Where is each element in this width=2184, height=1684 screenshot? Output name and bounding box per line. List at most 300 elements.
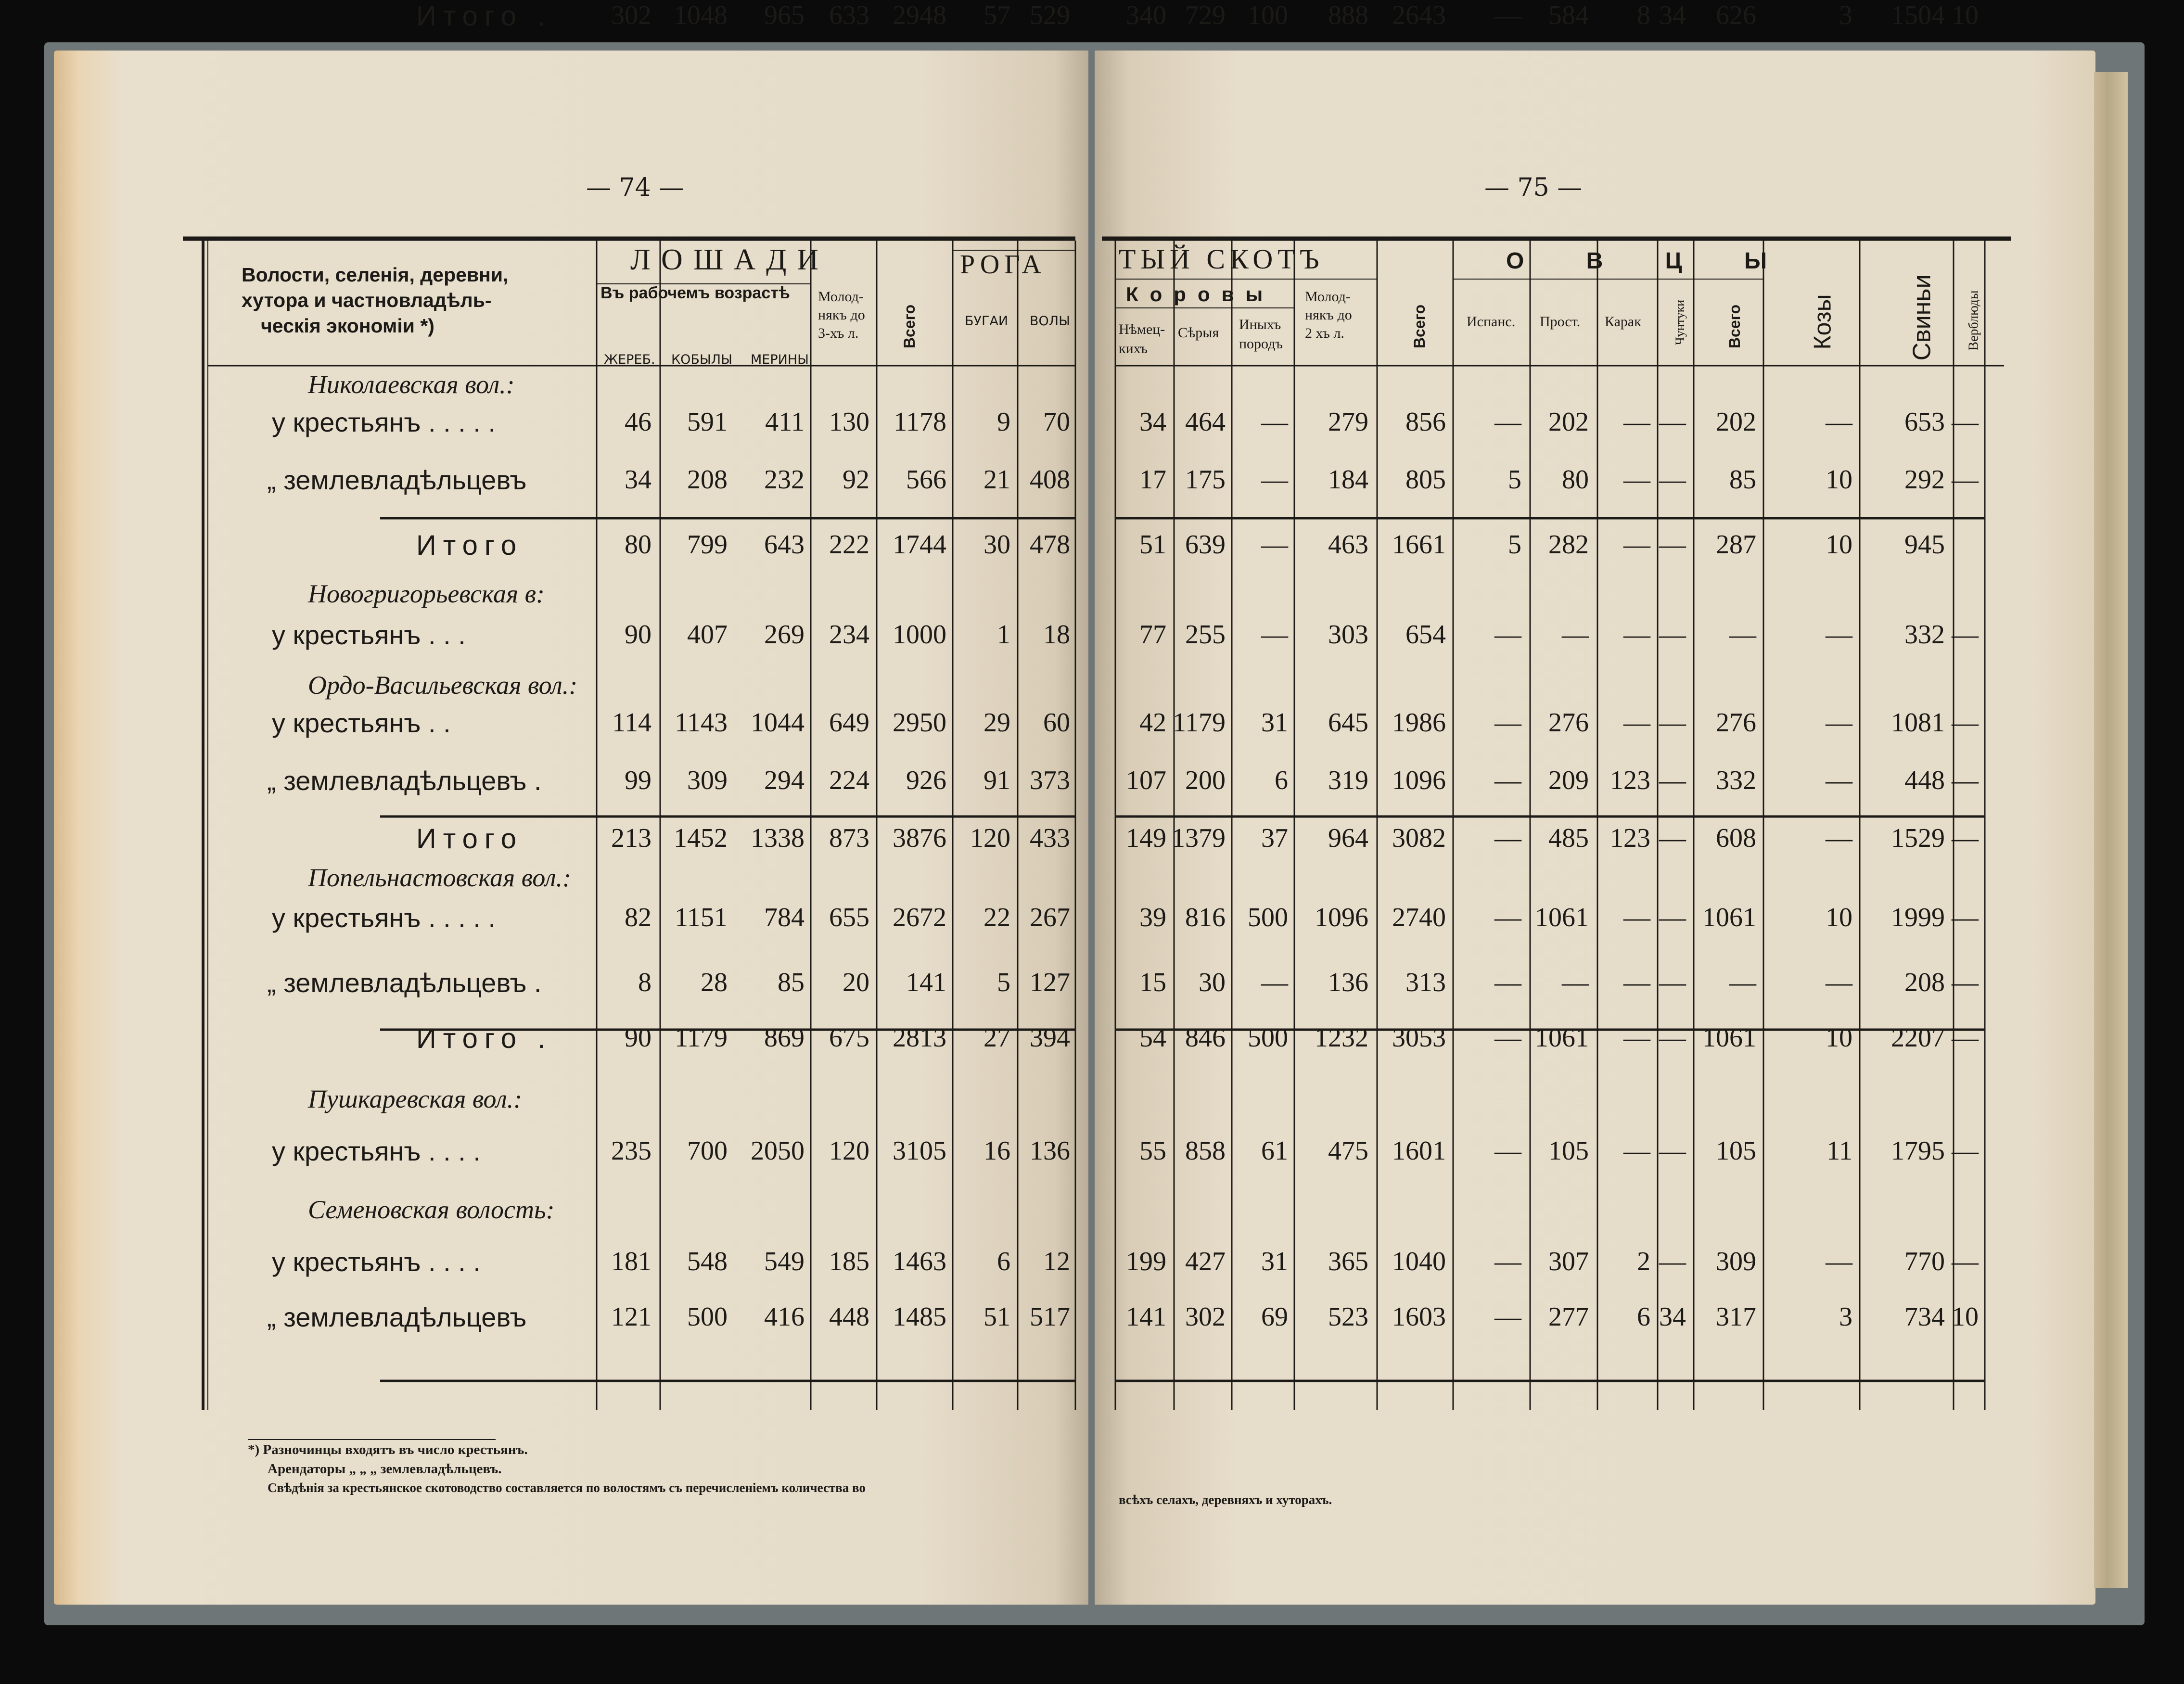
horses-header: ЛОШАДИ: [630, 243, 830, 276]
cell-right: 5: [1508, 465, 1521, 495]
col-vsego-cattle: Всего: [1411, 304, 1429, 349]
peasants-row-label: у крестьянъ . . .: [272, 620, 466, 650]
cell-left: 416: [764, 1302, 805, 1332]
cell-right: 276: [1548, 708, 1589, 738]
cell-right: 1232: [1315, 1023, 1368, 1053]
cell-right: 303: [1328, 620, 1368, 650]
cell-right: 2740: [1392, 903, 1446, 932]
cows-header: Коровы: [1126, 283, 1275, 306]
cell-right: —: [1826, 968, 1852, 997]
cell-right: 105: [1548, 1136, 1589, 1166]
cell-right: 317: [1716, 1302, 1756, 1332]
cell-right: 1661: [1392, 530, 1446, 560]
cell-right: 500: [1248, 903, 1288, 932]
col-kobyly: КОБЫЛЫ: [671, 352, 732, 367]
cell-right: —: [1952, 407, 1979, 437]
stub-header-line: ческія экономіи *): [261, 315, 434, 337]
cell-left: 28: [701, 968, 728, 997]
cell-right: 332: [1904, 620, 1945, 650]
cell-right: 1179: [1173, 708, 1226, 738]
cell-right: 805: [1405, 465, 1446, 495]
cell-right: 8: [1637, 0, 1650, 30]
cell-right: 464: [1185, 407, 1226, 437]
cell-left: 222: [829, 530, 869, 560]
landowners-row-label: „ землевладѣльцевъ: [267, 465, 527, 495]
col-inyh: Иныхъ: [1239, 317, 1281, 332]
landowners-row-label: „ землевладѣльцевъ .: [267, 765, 542, 796]
cell-left: 2813: [893, 1023, 946, 1053]
cell-right: 1601: [1392, 1136, 1446, 1166]
cell-left: 1338: [751, 823, 805, 853]
cell-left: 1485: [893, 1302, 946, 1332]
cell-left: 529: [1030, 0, 1070, 30]
cell-right: 340: [1126, 0, 1166, 30]
cell-right: 6: [1275, 765, 1288, 795]
cell-right: 149: [1126, 823, 1166, 853]
cell-right: 523: [1328, 1302, 1368, 1332]
cell-right: 292: [1904, 465, 1945, 495]
cell-left: 517: [1030, 1302, 1070, 1332]
col-verblyudy: Верблюды: [1966, 290, 1981, 351]
cell-right: 31: [1261, 708, 1288, 738]
cell-right: —: [1952, 1136, 1979, 1166]
cell-right: —: [1494, 1136, 1521, 1166]
cell-right: 309: [1716, 1247, 1756, 1276]
col-meriny: МЕРИНЫ: [751, 352, 809, 367]
cell-right: 448: [1904, 765, 1945, 795]
cell-right: 85: [1729, 465, 1756, 495]
col-kozy: Козы: [1809, 294, 1836, 350]
col-zhereb: ЖЕРЕБ.: [604, 352, 655, 367]
cell-left: 8: [638, 968, 651, 997]
cell-right: —: [1826, 407, 1852, 437]
cell-left: 185: [829, 1247, 869, 1276]
cell-left: 2950: [893, 708, 946, 738]
cell-right: 846: [1185, 1023, 1226, 1053]
cell-right: 584: [1548, 0, 1589, 30]
cell-right: 1061: [1702, 1023, 1756, 1053]
cell-right: 1795: [1891, 1136, 1945, 1166]
section-title: Семеновская волость:: [308, 1195, 555, 1224]
horned-header-right: ТЫЙ СКОТЪ: [1119, 243, 1324, 275]
cell-left: 1048: [674, 0, 728, 30]
cell-left: 20: [843, 968, 869, 997]
cell-right: 2: [1637, 1247, 1650, 1276]
horned-header-left: РОГА: [960, 250, 1046, 280]
cell-right: 31: [1261, 1247, 1288, 1276]
cell-right: 123: [1610, 823, 1650, 853]
cell-left: 29: [983, 708, 1010, 738]
cell-right: 3082: [1392, 823, 1446, 853]
cell-right: 10: [1826, 903, 1852, 932]
cell-left: 70: [1043, 407, 1070, 437]
cell-right: 1061: [1702, 903, 1756, 932]
cell-left: 1151: [675, 903, 728, 932]
cell-left: 130: [829, 407, 869, 437]
cell-right: —: [1494, 708, 1521, 738]
cell-right: —: [1562, 968, 1589, 997]
peasants-row-label: у крестьянъ . . . . .: [272, 903, 496, 933]
cell-right: 11: [1826, 1136, 1852, 1166]
cell-right: 365: [1328, 1247, 1368, 1276]
cell-right: —: [1659, 530, 1686, 560]
cell-right: 3053: [1392, 1023, 1446, 1053]
sheep-header: О В Ц Ы: [1506, 248, 1795, 274]
cell-left: 294: [764, 765, 805, 795]
cell-left: 57: [983, 0, 1010, 30]
cell-right: 3: [1839, 1302, 1852, 1332]
cell-left: 633: [829, 0, 869, 30]
cell-left: 22: [983, 903, 1010, 932]
cell-left: 433: [1030, 823, 1070, 853]
cell-left: 478: [1030, 530, 1070, 560]
cell-right: —: [1659, 708, 1686, 738]
cell-right: 282: [1548, 530, 1589, 560]
cell-right: 856: [1405, 407, 1446, 437]
cell-left: 407: [687, 620, 728, 650]
cell-right: 1061: [1535, 903, 1589, 932]
cell-left: 120: [970, 823, 1010, 853]
cell-right: —: [1826, 708, 1852, 738]
cell-left: 27: [983, 1023, 1010, 1053]
cell-right: 1986: [1392, 708, 1446, 738]
cell-left: 1044: [751, 708, 805, 738]
cell-right: 105: [1716, 1136, 1756, 1166]
col-ispan: Испанс.: [1467, 314, 1516, 330]
cell-right: 42: [1139, 708, 1166, 738]
cell-left: 208: [687, 465, 728, 495]
cell-right: 208: [1904, 968, 1945, 997]
cell-right: 500: [1248, 1023, 1288, 1053]
cell-right: —: [1623, 620, 1650, 650]
cell-right: —: [1659, 407, 1686, 437]
cell-right: —: [1952, 465, 1979, 495]
cell-left: 873: [829, 823, 869, 853]
cell-right: —: [1729, 620, 1756, 650]
cell-right: 654: [1405, 620, 1446, 650]
cell-right: 964: [1328, 823, 1368, 853]
col-bugai: БУГАИ: [965, 314, 1009, 329]
cell-right: —: [1659, 465, 1686, 495]
cell-left: 2948: [893, 0, 946, 30]
cell-right: 10: [1952, 1302, 1979, 1332]
landowners-row-label: „ землевладѣльцевъ .: [267, 968, 542, 998]
cell-left: 267: [1030, 903, 1070, 932]
cell-left: 566: [906, 465, 946, 495]
cell-right: —: [1659, 620, 1686, 650]
cell-right: 319: [1328, 765, 1368, 795]
col-voly: ВОЛЫ: [1030, 314, 1070, 329]
cell-left: 120: [829, 1136, 869, 1166]
cell-right: —: [1494, 903, 1521, 932]
col-molod-horses: 3-хъ л.: [818, 325, 859, 341]
page-number-right: — 75 —: [1484, 173, 1583, 202]
col-chuntuki: Чунтуки: [1673, 299, 1687, 345]
col-svini: Свиньи: [1908, 274, 1936, 361]
cell-right: —: [1261, 968, 1288, 997]
cell-left: 1178: [894, 407, 946, 437]
section-title: Попельнастовская вол.:: [308, 863, 572, 892]
cell-right: 313: [1405, 968, 1446, 997]
section-title: Новогригорьевская в:: [308, 579, 545, 608]
cell-right: —: [1623, 530, 1650, 560]
cell-left: 234: [829, 620, 869, 650]
peasants-row-label: у крестьянъ . .: [272, 708, 451, 738]
cell-left: 34: [625, 465, 651, 495]
peasants-row-label: у крестьянъ . . . .: [272, 1247, 481, 1277]
cell-right: 202: [1716, 407, 1756, 437]
cell-left: 232: [764, 465, 805, 495]
cell-left: 91: [983, 765, 1010, 795]
cell-left: 6: [997, 1247, 1010, 1276]
col-molod-cattle: Молод-: [1305, 289, 1351, 305]
cell-left: 548: [687, 1247, 728, 1276]
cell-left: 655: [829, 903, 869, 932]
cell-right: 136: [1328, 968, 1368, 997]
cell-left: 1000: [893, 620, 946, 650]
cell-right: —: [1623, 903, 1650, 932]
cell-right: —: [1562, 620, 1589, 650]
col-molod-cattle: 2 хъ л.: [1305, 325, 1344, 341]
total-label: Итого: [416, 823, 523, 855]
cell-right: —: [1261, 465, 1288, 495]
cell-left: 121: [611, 1302, 651, 1332]
cell-right: 202: [1548, 407, 1589, 437]
stub-header-line: Волости, селенія, деревни,: [242, 264, 509, 286]
cell-left: 82: [625, 903, 651, 932]
landowners-row-label: „ землевладѣльцевъ: [267, 1302, 527, 1332]
col-karak: Карак: [1605, 314, 1641, 330]
col-nemetskih: Нѣмец-: [1119, 321, 1165, 337]
cell-right: 209: [1548, 765, 1589, 795]
cell-right: 729: [1185, 0, 1226, 30]
cell-right: 54: [1139, 1023, 1166, 1053]
cell-right: 2207: [1891, 1023, 1945, 1053]
col-vsego-sheep: Всего: [1726, 304, 1744, 349]
cell-right: 39: [1139, 903, 1166, 932]
cell-left: 224: [829, 765, 869, 795]
page-number-left: — 74 —: [586, 173, 684, 202]
cell-right: 1040: [1392, 1247, 1446, 1276]
col-molod-cattle: някъ до: [1305, 307, 1352, 323]
cell-left: 675: [829, 1023, 869, 1053]
cell-left: 799: [687, 530, 728, 560]
cell-right: 80: [1562, 465, 1589, 495]
cell-right: 107: [1126, 765, 1166, 795]
cell-right: 61: [1261, 1136, 1288, 1166]
cell-right: 10: [1826, 465, 1852, 495]
cell-right: 770: [1904, 1247, 1945, 1276]
cell-right: —: [1952, 823, 1979, 853]
cell-left: 30: [983, 530, 1010, 560]
cell-right: —: [1952, 1247, 1979, 1276]
cell-left: 643: [764, 530, 805, 560]
cell-right: 276: [1716, 708, 1756, 738]
cell-right: —: [1494, 765, 1521, 795]
col-nemetskih: кихъ: [1119, 341, 1148, 357]
cell-right: —: [1952, 620, 1979, 650]
cell-left: 46: [625, 407, 651, 437]
col-molod-horses: някъ до: [818, 307, 865, 323]
footnote-3-right: всѣхъ селахъ, деревняхъ и хуторахъ.: [1119, 1493, 1332, 1507]
cell-right: —: [1623, 465, 1650, 495]
cell-right: 307: [1548, 1247, 1589, 1276]
cell-right: —: [1826, 765, 1852, 795]
cell-right: 34: [1659, 1302, 1686, 1332]
cell-right: 1529: [1891, 823, 1945, 853]
cell-right: 5: [1508, 530, 1521, 560]
cell-right: —: [1826, 620, 1852, 650]
cell-right: 10: [1826, 530, 1852, 560]
cell-right: 123: [1610, 765, 1650, 795]
cell-right: 475: [1328, 1136, 1368, 1166]
total-label: Итого .: [416, 0, 552, 32]
cell-left: 99: [625, 765, 651, 795]
cell-right: —: [1623, 968, 1650, 997]
cell-right: —: [1659, 1136, 1686, 1166]
cell-right: 10: [1952, 0, 1979, 30]
cell-left: 1143: [675, 708, 728, 738]
cell-left: 60: [1043, 708, 1070, 738]
cell-left: 309: [687, 765, 728, 795]
cell-left: 85: [778, 968, 805, 997]
cell-left: 869: [764, 1023, 805, 1053]
cell-left: 9: [997, 407, 1010, 437]
cell-left: 448: [829, 1302, 869, 1332]
cell-right: 279: [1328, 407, 1368, 437]
cell-left: 394: [1030, 1023, 1070, 1053]
cell-right: —: [1729, 968, 1756, 997]
cell-right: 332: [1716, 765, 1756, 795]
cell-left: 549: [764, 1247, 805, 1276]
cell-right: 3: [1839, 0, 1852, 30]
cell-right: 463: [1328, 530, 1368, 560]
footnote-2: Арендаторы „ „ „ землевладѣльцевъ.: [268, 1461, 502, 1477]
cell-left: 213: [611, 823, 651, 853]
cell-left: 1744: [893, 530, 946, 560]
cell-right: 1603: [1392, 1302, 1446, 1332]
peasants-row-label: у крестьянъ . . . .: [272, 1136, 481, 1166]
cell-left: 649: [829, 708, 869, 738]
cell-left: 1452: [674, 823, 728, 853]
cell-right: —: [1494, 407, 1521, 437]
cell-left: 90: [625, 1023, 651, 1053]
cell-right: 200: [1185, 765, 1226, 795]
stub-header-line: хутора и частновладѣль-: [242, 289, 492, 311]
cell-left: 21: [983, 465, 1010, 495]
cell-right: 302: [1185, 1302, 1226, 1332]
cell-right: —: [1494, 1247, 1521, 1276]
cell-right: 1504: [1891, 0, 1945, 30]
cell-right: 141: [1126, 1302, 1166, 1332]
footnote-3-left: Свѣдѣнія за крестьянское скотоводство составляется по волостямъ съ перечисленіемъ количества во: [268, 1480, 866, 1495]
cell-right: —: [1952, 708, 1979, 738]
cell-right: 1096: [1315, 903, 1368, 932]
cell-right: 34: [1659, 0, 1686, 30]
cell-right: —: [1494, 823, 1521, 853]
col-molod-horses: Молод-: [818, 289, 864, 305]
cell-right: —: [1623, 1023, 1650, 1053]
cell-left: 2050: [751, 1136, 805, 1166]
cell-right: 858: [1185, 1136, 1226, 1166]
cell-right: —: [1623, 708, 1650, 738]
section-title: Николаевская вол.:: [308, 370, 515, 399]
cell-right: —: [1623, 407, 1650, 437]
cell-right: 645: [1328, 708, 1368, 738]
cell-right: 51: [1139, 530, 1166, 560]
cell-left: 141: [906, 968, 946, 997]
col-prost: Прост.: [1540, 314, 1581, 330]
cell-right: 55: [1139, 1136, 1166, 1166]
section-title: Ордо-Васильевская вол.:: [308, 671, 578, 700]
cell-right: —: [1952, 903, 1979, 932]
cell-right: —: [1952, 1023, 1979, 1053]
cell-right: —: [1659, 823, 1686, 853]
total-label: Итого .: [416, 1023, 552, 1054]
cell-right: 277: [1548, 1302, 1589, 1332]
cell-left: 700: [687, 1136, 728, 1166]
cell-left: 80: [625, 530, 651, 560]
cell-right: 1379: [1172, 823, 1226, 853]
cell-left: 3876: [893, 823, 946, 853]
peasants-row-label: у крестьянъ . . . . .: [272, 407, 496, 437]
cell-right: —: [1826, 823, 1852, 853]
cell-right: 485: [1548, 823, 1589, 853]
cell-right: 427: [1185, 1247, 1226, 1276]
cell-right: —: [1494, 1302, 1521, 1332]
cell-right: —: [1261, 407, 1288, 437]
cell-right: —: [1659, 968, 1686, 997]
cell-right: —: [1261, 620, 1288, 650]
working-age-header: Въ рабочемъ возрастѣ: [600, 284, 790, 302]
cell-left: 18: [1043, 620, 1070, 650]
cell-right: —: [1952, 968, 1979, 997]
cell-left: 136: [1030, 1136, 1070, 1166]
cell-left: 3105: [893, 1136, 946, 1166]
cell-right: 1061: [1535, 1023, 1589, 1053]
cell-left: 411: [765, 407, 805, 437]
cell-right: —: [1494, 0, 1521, 30]
cell-right: —: [1623, 1136, 1650, 1166]
cell-left: 965: [764, 0, 805, 30]
cell-right: 1096: [1392, 765, 1446, 795]
cell-right: 15: [1139, 968, 1166, 997]
cell-left: 51: [983, 1302, 1010, 1332]
cell-left: 1463: [893, 1247, 946, 1276]
cell-right: —: [1659, 903, 1686, 932]
cell-right: —: [1494, 1023, 1521, 1053]
cell-right: 1999: [1891, 903, 1945, 932]
col-vsego-horses: Всего: [901, 304, 919, 349]
cell-right: 2643: [1392, 0, 1446, 30]
cell-left: 408: [1030, 465, 1070, 495]
cell-left: 5: [997, 968, 1010, 997]
cell-left: 500: [687, 1302, 728, 1332]
cell-right: 626: [1716, 0, 1756, 30]
cell-right: 100: [1248, 0, 1288, 30]
cell-left: 235: [611, 1136, 651, 1166]
cell-left: 302: [611, 0, 651, 30]
cell-right: 255: [1185, 620, 1226, 650]
cell-left: 269: [764, 620, 805, 650]
total-label: Итого: [416, 530, 523, 561]
cell-left: 2672: [893, 903, 946, 932]
cell-left: 1179: [675, 1023, 728, 1053]
cell-right: 287: [1716, 530, 1756, 560]
cell-right: —: [1659, 1023, 1686, 1053]
cell-left: 784: [764, 903, 805, 932]
cell-right: 888: [1328, 0, 1368, 30]
